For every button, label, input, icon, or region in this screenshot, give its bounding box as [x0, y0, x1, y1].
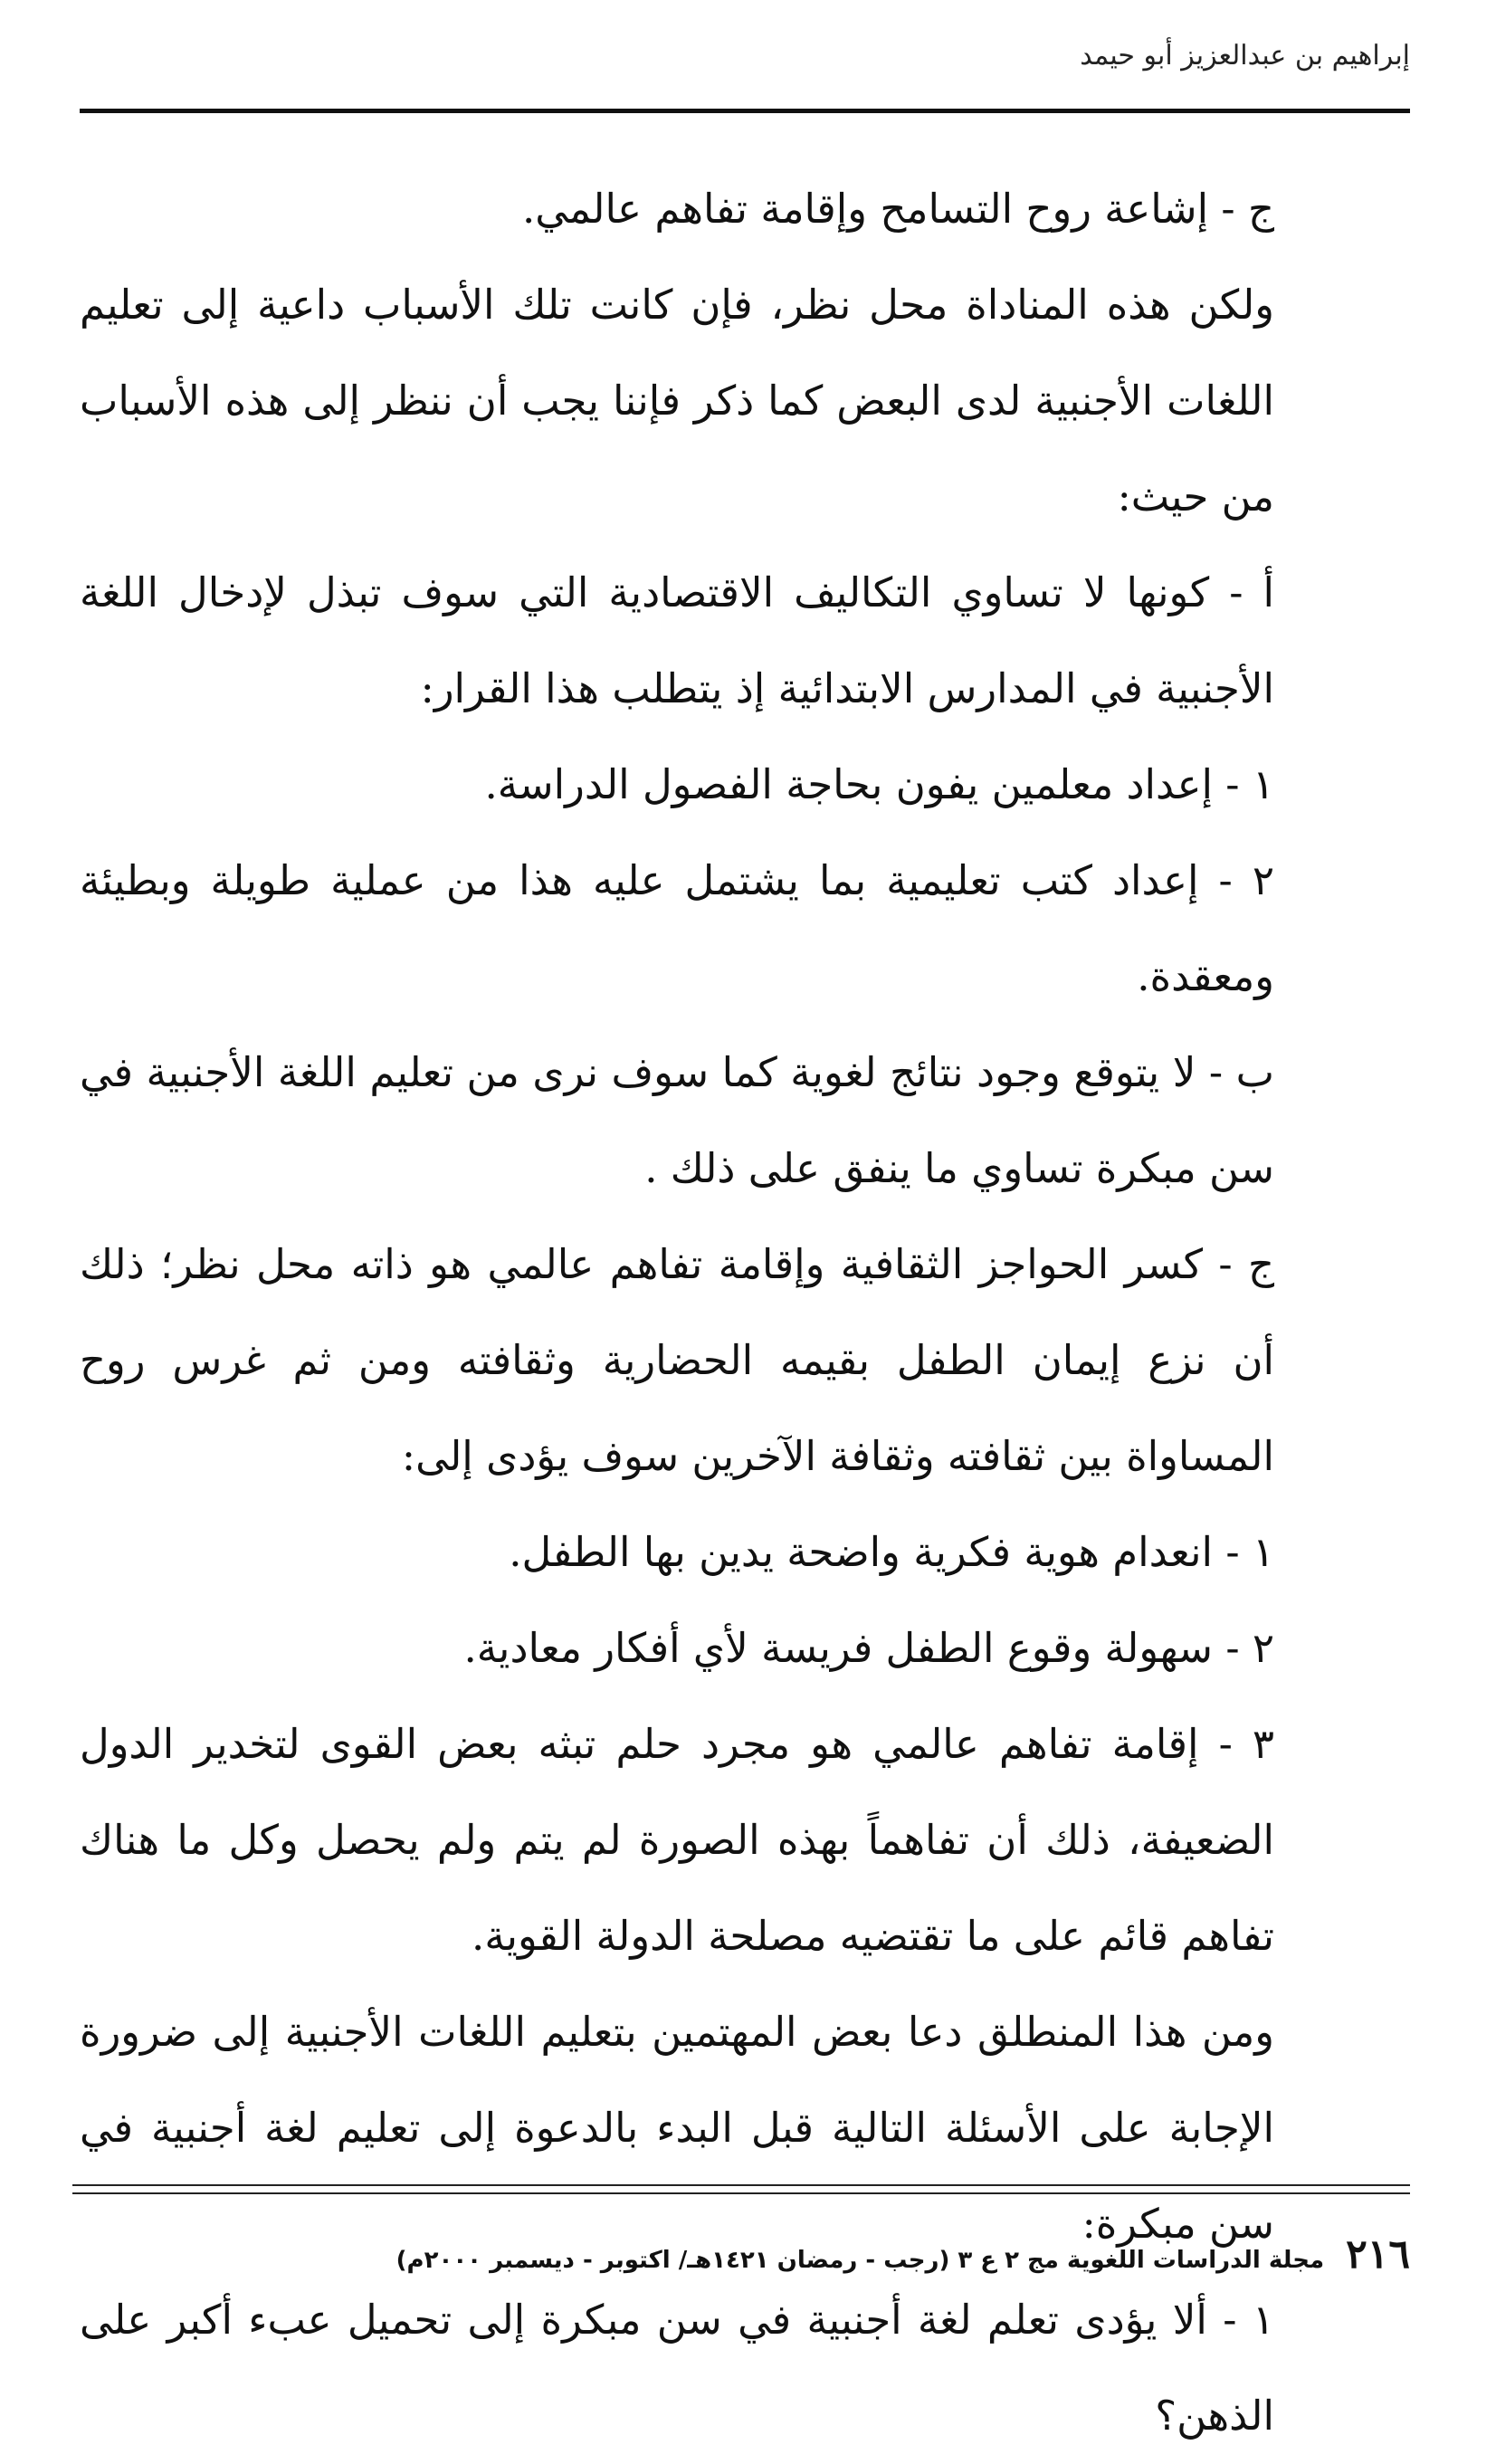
paragraph-sub-item-2-vulnerability: ٢ - سهولة وقوع الطفل فريسة لأي أفكار معادية.: [463, 1624, 1274, 1672]
paragraph-item-a-costs: أ - كونها لا تساوي التكاليف الاقتصادية التي سوف تبذل لإدخال اللغة الأجنبية في المدارس الابتدائية إذ يتطلب هذا القرار:: [80, 568, 1274, 712]
header-rule: [80, 109, 1410, 113]
paragraph-sub-item-3-understanding: ٣ - إقامة تفاهم عالمي هو مجرد حلم تبثه بعض القوى لتخدير الدول الضعيفة، ذلك أن تفاهماً بهذه الصورة لم يتم ولم يحصل وكل ما هناك تفاهم قائم على ما تقتضيه مصلحة الدولة القوية.: [80, 1720, 1274, 1960]
paragraph-item-c-tolerance: ج - إشاعة روح التسامح وإقامة تفاهم عالمي.: [521, 185, 1274, 233]
page-number: ٢١٦: [1346, 2231, 1410, 2278]
paragraph-sub-item-1-teachers: ١ - إعداد معلمين يفون بحاجة الفصول الدراسة.: [484, 760, 1274, 808]
paragraph-critique-intro: ولكن هذه المناداة محل نظر، فإن كانت تلك الأسباب داعية إلى تعليم اللغات الأجنبية لدى البعض كما ذكر فإننا يجب أن ننظر إلى هذه الأسباب من حيث:: [80, 281, 1274, 520]
page-footer: [396, 2231, 1410, 2278]
paragraph-sub-item-1-identity: ١ - انعدام هوية فكرية واضحة يدين بها الطفل.: [509, 1528, 1274, 1576]
paragraph-sub-item-2-textbooks: ٢ - إعداد كتب تعليمية بما يشتمل عليه هذا من عملية طويلة وبطيئة ومعقدة.: [80, 856, 1274, 1000]
paragraph-item-c-barriers: ج - كسر الحواجز الثقافية وإقامة تفاهم عالمي هو ذاته محل نظر؛ ذلك أن نزع إيمان الطفل بقيمه الحضارية وثقافته ومن ثم غرس روح المساواة بين ثقافته وثقافة الآخرين سوف يؤدى إلى:: [80, 1240, 1274, 1480]
paragraph-question-1: ١ - ألا يؤدى تعلم لغة أجنبية في سن مبكرة إلى تحميل عبء أكبر على الذهن؟: [80, 2296, 1274, 2440]
body-text: [80, 161, 1410, 2464]
paragraph-item-b-results: ب - لا يتوقع وجود نتائج لغوية كما سوف نرى من تعليم اللغة الأجنبية في سن مبكرة تساوي ما ينفق على ذلك .: [80, 1048, 1274, 1192]
running-head: إبراهيم بن عبدالعزيز أبو حيمد: [1080, 40, 1410, 72]
paragraph-questions-intro: ومن هذا المنطلق دعا بعض المهتمين بتعليم اللغات الأجنبية إلى ضرورة الإجابة على الأسئلة التالية قبل البدء بالدعوة إلى تعليم لغة أجنبية في سن مبكرة:: [80, 2008, 1274, 2248]
footer-rule: [72, 2184, 1410, 2194]
journal-info: مجلة الدراسات اللغوية مج ٢ ع ٣ (رجب - رمضان ١٤٢١هـ/ اكتوبر - ديسمبر ٢٠٠٠م): [395, 2247, 1325, 2274]
